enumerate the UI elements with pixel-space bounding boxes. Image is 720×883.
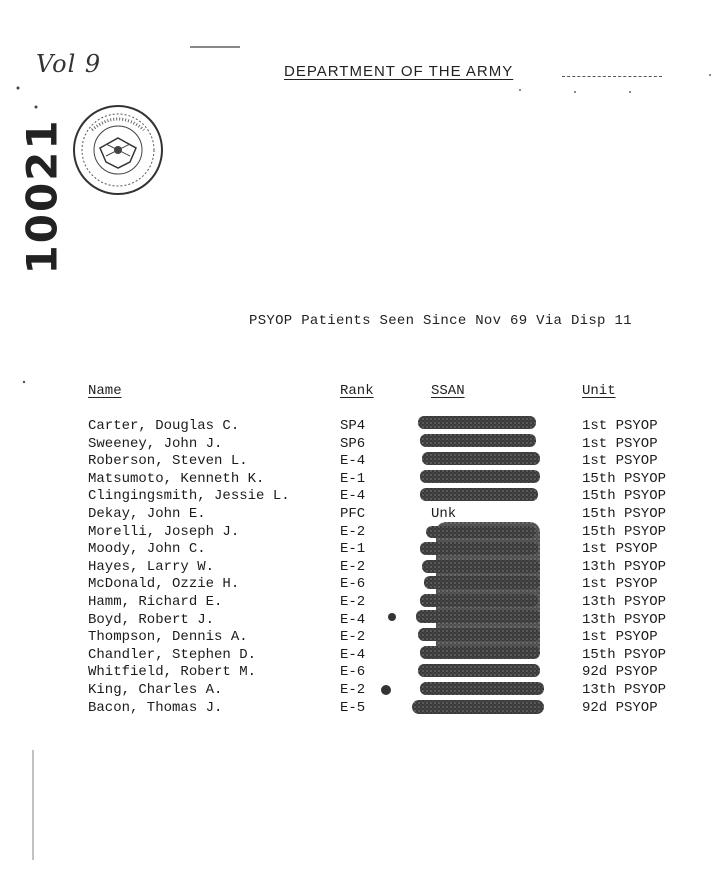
table-row xyxy=(0,524,720,541)
table-row xyxy=(0,612,720,629)
patient-name: Matsumoto, Kenneth K. xyxy=(88,470,265,487)
patient-rank: E-1 xyxy=(340,541,366,558)
table-row xyxy=(0,700,720,717)
patient-rank: E-2 xyxy=(340,682,366,698)
table-row xyxy=(0,576,720,593)
patient-name: Clingingsmith, Jessie L. xyxy=(88,488,290,505)
patient-rank: E-2 xyxy=(340,558,366,575)
header-title: DEPARTMENT OF THE ARMY xyxy=(284,63,514,80)
patient-ssan: Unk xyxy=(431,506,457,522)
patient-name: Moody, John C. xyxy=(88,541,206,558)
patient-unit: 15th PSYOP xyxy=(582,470,667,487)
patient-name: McDonald, Ozzie H. xyxy=(88,576,240,593)
patient-name: Boyd, Robert J. xyxy=(88,611,215,628)
patient-unit: 15th PSYOP xyxy=(582,488,667,505)
handwritten-note: Vol 9 xyxy=(36,50,102,78)
patient-unit: 15th PSYOP xyxy=(582,523,667,540)
patient-unit: 13th PSYOP xyxy=(582,594,667,610)
patient-rank: SP4 xyxy=(340,418,366,434)
table-row xyxy=(0,664,720,681)
patient-rank: E-2 xyxy=(340,594,366,610)
patient-rank: E-4 xyxy=(340,611,366,628)
patient-unit: 1st PSYOP xyxy=(582,453,658,470)
patient-unit: 1st PSYOP xyxy=(582,435,658,452)
table-row xyxy=(0,506,720,523)
patient-rank: E-1 xyxy=(340,470,366,487)
patient-name: Hamm, Richard E. xyxy=(88,594,223,610)
patient-name: Whitfield, Robert M. xyxy=(88,664,257,681)
table-row xyxy=(0,488,720,505)
patient-rank: E-4 xyxy=(340,453,366,470)
table-row xyxy=(0,436,720,453)
patient-rank: PFC xyxy=(340,506,366,522)
patient-unit: 13th PSYOP xyxy=(582,558,667,575)
patient-unit: 92d PSYOP xyxy=(582,699,658,716)
patient-unit: 13th PSYOP xyxy=(582,611,667,628)
patient-rank: E-4 xyxy=(340,646,366,663)
patient-unit: 1st PSYOP xyxy=(582,541,658,558)
patient-name: Dekay, John E. xyxy=(88,506,206,522)
patient-rank: E-6 xyxy=(340,664,366,681)
patient-name: Carter, Douglas C. xyxy=(88,418,240,434)
table-row xyxy=(0,453,720,470)
patient-rank: E-4 xyxy=(340,488,366,505)
table-row xyxy=(0,471,720,488)
patient-name: King, Charles A. xyxy=(88,682,223,698)
patient-rank: E-6 xyxy=(340,576,366,593)
column-header-unit: Unit xyxy=(582,383,616,399)
column-header-name: Name xyxy=(88,383,122,399)
patient-name: Hayes, Larry W. xyxy=(88,558,215,575)
table-row xyxy=(0,682,720,699)
patient-unit: 1st PSYOP xyxy=(582,629,658,646)
patient-rank: SP6 xyxy=(340,435,366,452)
column-header-rank: Rank xyxy=(340,383,374,399)
table-row xyxy=(0,629,720,646)
table-row xyxy=(0,647,720,664)
patient-unit: 13th PSYOP xyxy=(582,682,667,698)
patient-rank: E-5 xyxy=(340,699,366,716)
header-rule xyxy=(562,76,662,77)
patient-unit: 15th PSYOP xyxy=(582,506,667,522)
table-row xyxy=(0,418,720,435)
patient-name: Chandler, Stephen D. xyxy=(88,646,257,663)
patient-rank: E-2 xyxy=(340,523,366,540)
patient-unit: 15th PSYOP xyxy=(582,646,667,663)
patient-unit: 1st PSYOP xyxy=(582,576,658,593)
column-header-ssan: SSAN xyxy=(431,383,465,399)
patient-name: Thompson, Dennis A. xyxy=(88,629,248,646)
patient-rank: E-2 xyxy=(340,629,366,646)
side-number: 10021 xyxy=(17,118,67,275)
patient-name: Roberson, Steven L. xyxy=(88,453,248,470)
document-title: PSYOP Patients Seen Since Nov 69 Via Disp 11 xyxy=(249,313,632,329)
patient-unit: 92d PSYOP xyxy=(582,664,658,681)
patient-name: Bacon, Thomas J. xyxy=(88,699,223,716)
patient-unit: 1st PSYOP xyxy=(582,418,658,434)
patient-name: Sweeney, John J. xyxy=(88,435,223,452)
table-row xyxy=(0,594,720,611)
patient-name: Morelli, Joseph J. xyxy=(88,523,240,540)
army-seal-icon xyxy=(70,100,166,200)
table-row xyxy=(0,541,720,558)
table-row xyxy=(0,559,720,576)
